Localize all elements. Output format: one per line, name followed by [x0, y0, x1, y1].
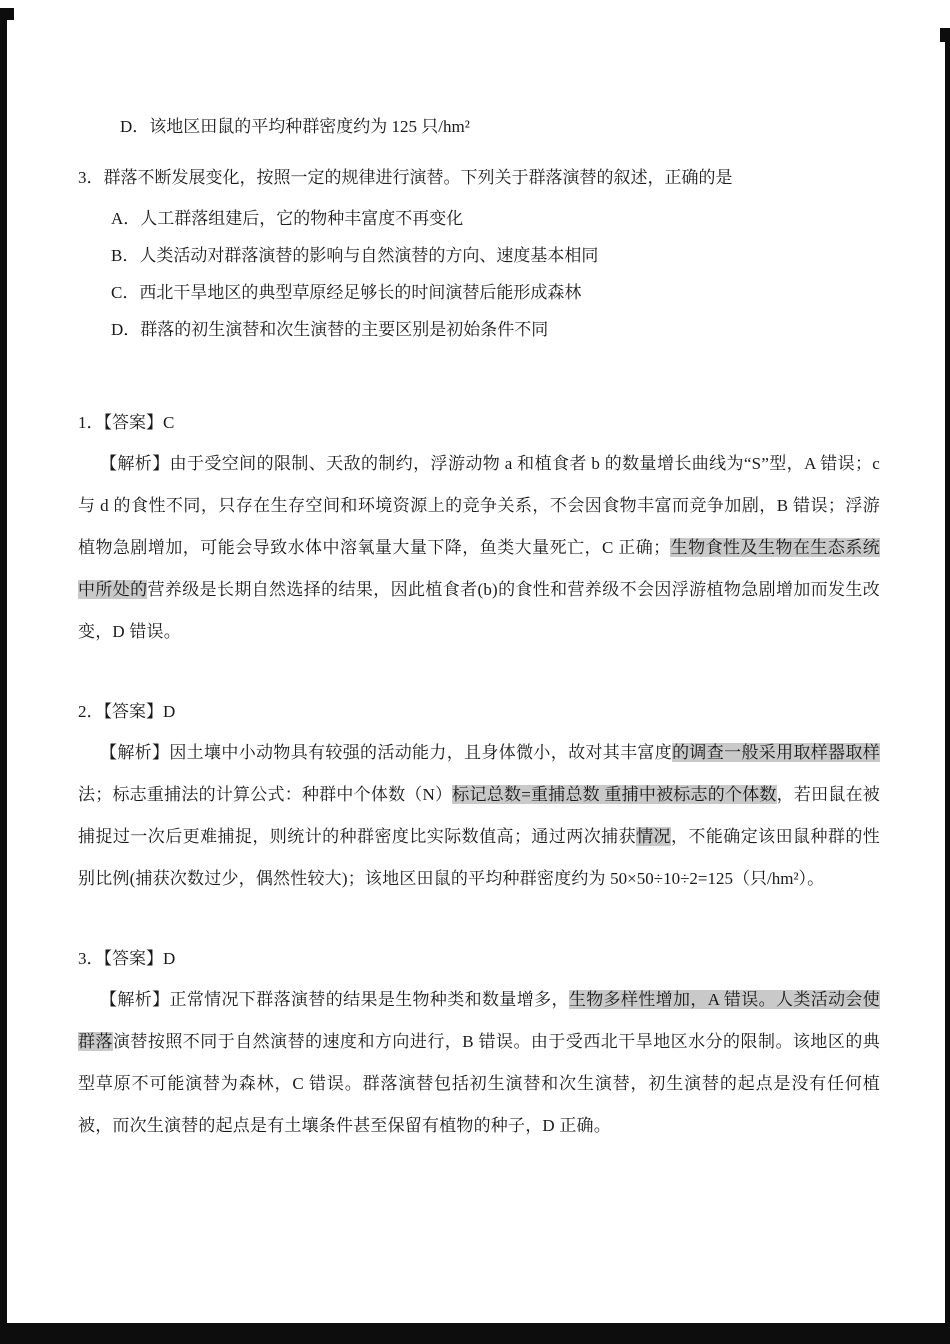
analysis-segment: 【解析】因土壤中小动物具有较强的活动能力，且身体微小，故对其丰富度 [100, 743, 673, 762]
analysis-segment-highlighted: 生物多样性增加，A 错误。人类活动会使群落 [78, 990, 880, 1051]
answer2-analysis [78, 732, 880, 900]
answer1-label: 1．【答案】C [78, 413, 175, 432]
analysis-segment: 【解析】正常情况下群落演替的结果是生物种类和数量增多， [100, 990, 569, 1009]
analysis-segment: 演替按照不同于自然演替的速度和方向进行，B 错误。由于受西北干旱地区水分的限制。该地区的典型草原不可能演替为森林，C 错误。群落演替包括初生演替和次生演替，初生演替的起点是没有任何植被，而次生演替的起点是有土壤条件甚至保留有植物的种子，D 正确。 [78, 1032, 880, 1135]
analysis-segment: 法；标志重捕法的计算公式：种群中个体数（N） [78, 785, 453, 804]
question3-options [111, 200, 880, 348]
analysis-segment-highlighted: 标记总数=重捕总数 重捕中被标志的个体数 [452, 785, 777, 804]
analysis-segment-highlighted: 生物食性及生物在生态系统中所处的 [78, 538, 880, 599]
scan-edge-right [945, 28, 950, 1344]
density-formula: 50×50÷10÷2=125（只/hm²） [610, 869, 808, 888]
scan-edge-bottom [0, 1323, 950, 1344]
analysis-segment: 【解析】由于受空间的限制、天敌的制约，浮游动物 a 和植食者 b 的数量增长曲线为“S”型，A 错误；c 与 d 的食性不同，只存在生存空间和环境资源上的竞争关系，不会因食物丰富而竞争加剧，B 错误；浮游植物急剧增加，可能会导致水体中溶氧量大量下降，鱼类大量死亡，C 正确； [78, 454, 880, 557]
question3-option-b: B．人类活动对群落演替的影响与自然演替的方向、速度基本相同 [111, 246, 599, 265]
answer3-label: 3．【答案】D [78, 949, 176, 968]
analysis-segment-highlighted: 的调查一般采用取样器取样 [672, 743, 880, 762]
answer-block-1 [78, 404, 880, 653]
analysis-segment: ，不能确定该田鼠种群的性别比例(捕获次数过少，偶然性较大)；该地区田鼠的平均种群密度约为 [78, 827, 881, 888]
analysis-segment-highlighted: 情况 [636, 827, 671, 846]
analysis-segment: 营养级是长期自然选择的结果，因此植食者(b)的食性和营养级不会因浮游植物急剧增加而发生改变，D 错误。 [78, 580, 880, 641]
analysis-segment: 。 [807, 869, 825, 888]
answer3-analysis [78, 979, 880, 1147]
answer-block-3 [78, 940, 880, 1147]
scan-corner-mark-top-right [940, 28, 950, 42]
question3-option-a: A．人工群落组建后，它的物种丰富度不再变化 [111, 209, 464, 228]
question2-option-d: D．该地区田鼠的平均种群密度约为 125 只/hm² [120, 117, 470, 136]
analysis-segment: ，若田鼠在被捕捉过一次后更难捕捉，则统计的种群密度比实际数值高；通过两次捕获 [78, 785, 880, 846]
question3-option-c: C．西北干旱地区的典型草原经足够长的时间演替后能形成森林 [111, 283, 582, 302]
question3-stem: 3．群落不断发展变化，按照一定的规律进行演替。下列关于群落演替的叙述，正确的是 [78, 168, 733, 187]
question3-option-d: D．群落的初生演替和次生演替的主要区别是初始条件不同 [111, 320, 549, 339]
document-page [78, 108, 880, 1147]
answer2-label: 2．【答案】D [78, 702, 176, 721]
scan-edge-left [0, 8, 7, 1344]
answer-block-2 [78, 693, 880, 900]
scan-corner-mark-top-left [0, 8, 14, 20]
answer1-analysis [78, 443, 880, 653]
